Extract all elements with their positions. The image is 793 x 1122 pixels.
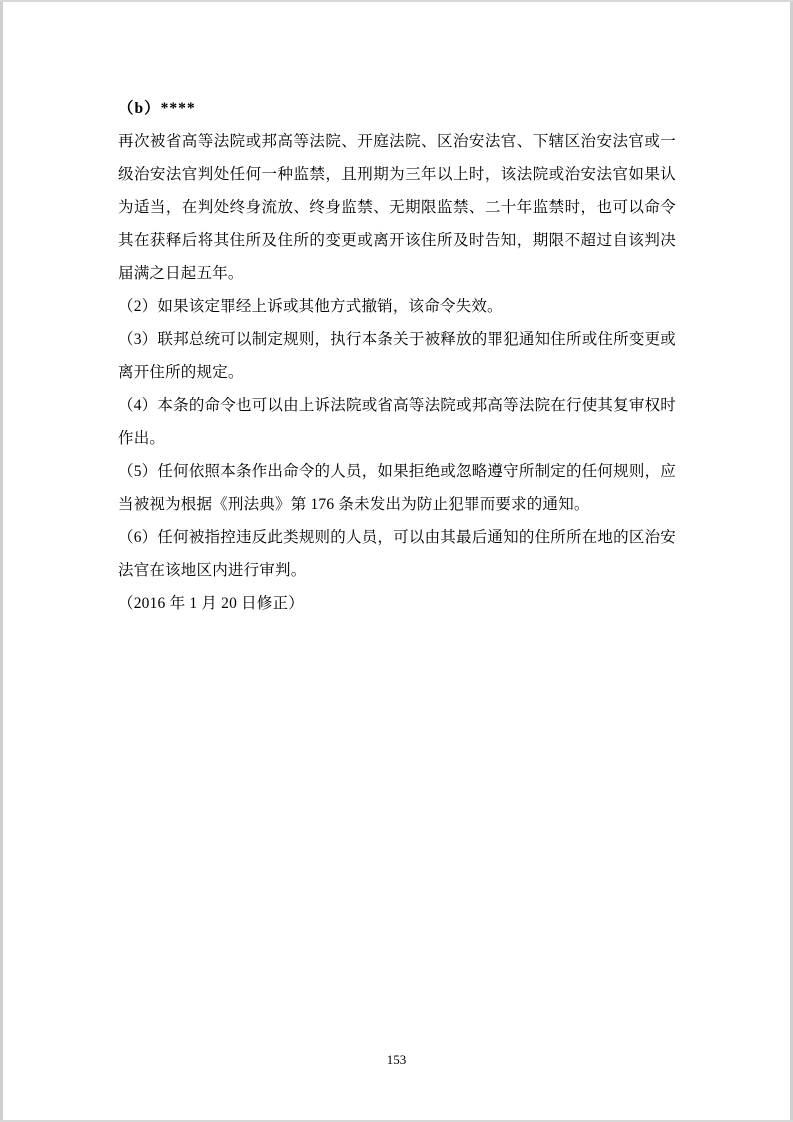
amendment-note: （2016 年 1 月 20 日修正）: [118, 595, 304, 612]
page-edge-top: [0, 0, 793, 2]
document-body: [118, 92, 676, 620]
page-number: 153: [386, 1052, 407, 1067]
paragraph-2: （2）如果该定罪经上诉或其他方式撤销，该命令失效。: [118, 298, 503, 315]
paragraph-1: 再次被省高等法院或邦高等法院、开庭法院、区治安法官、下辖区治安法官或一级治安法官判处任何一种监禁，且刑期为三年以上时，该法院或治安法官如果认为适当，在判处终身流放、终身监禁、无期限监禁、二十年监禁时，也可以命令其在获释后将其住所及住所的变更或离开该住所及时告知，期限不超过自该判决届满之日起五年。: [118, 133, 676, 282]
paragraph-4: （4）本条的命令也可以由上诉法院或省高等法院或邦高等法院在行使其复审权时作出。: [118, 397, 676, 447]
page-edge-left: [0, 0, 3, 1122]
section-heading: （b）****: [118, 100, 196, 117]
paragraph-6: （6）任何被指控违反此类规则的人员，可以由其最后通知的住所所在地的区治安法官在该地区内进行审判。: [118, 529, 676, 579]
paragraph-5: （5）任何依照本条作出命令的人员，如果拒绝或忽略遵守所制定的任何规则，应当被视为根据《刑法典》第 176 条未发出为防止犯罪而要求的通知。: [118, 463, 676, 513]
paragraph-3: （3）联邦总统可以制定规则，执行本条关于被释放的罪犯通知住所或住所变更或离开住所的规定。: [118, 331, 676, 381]
